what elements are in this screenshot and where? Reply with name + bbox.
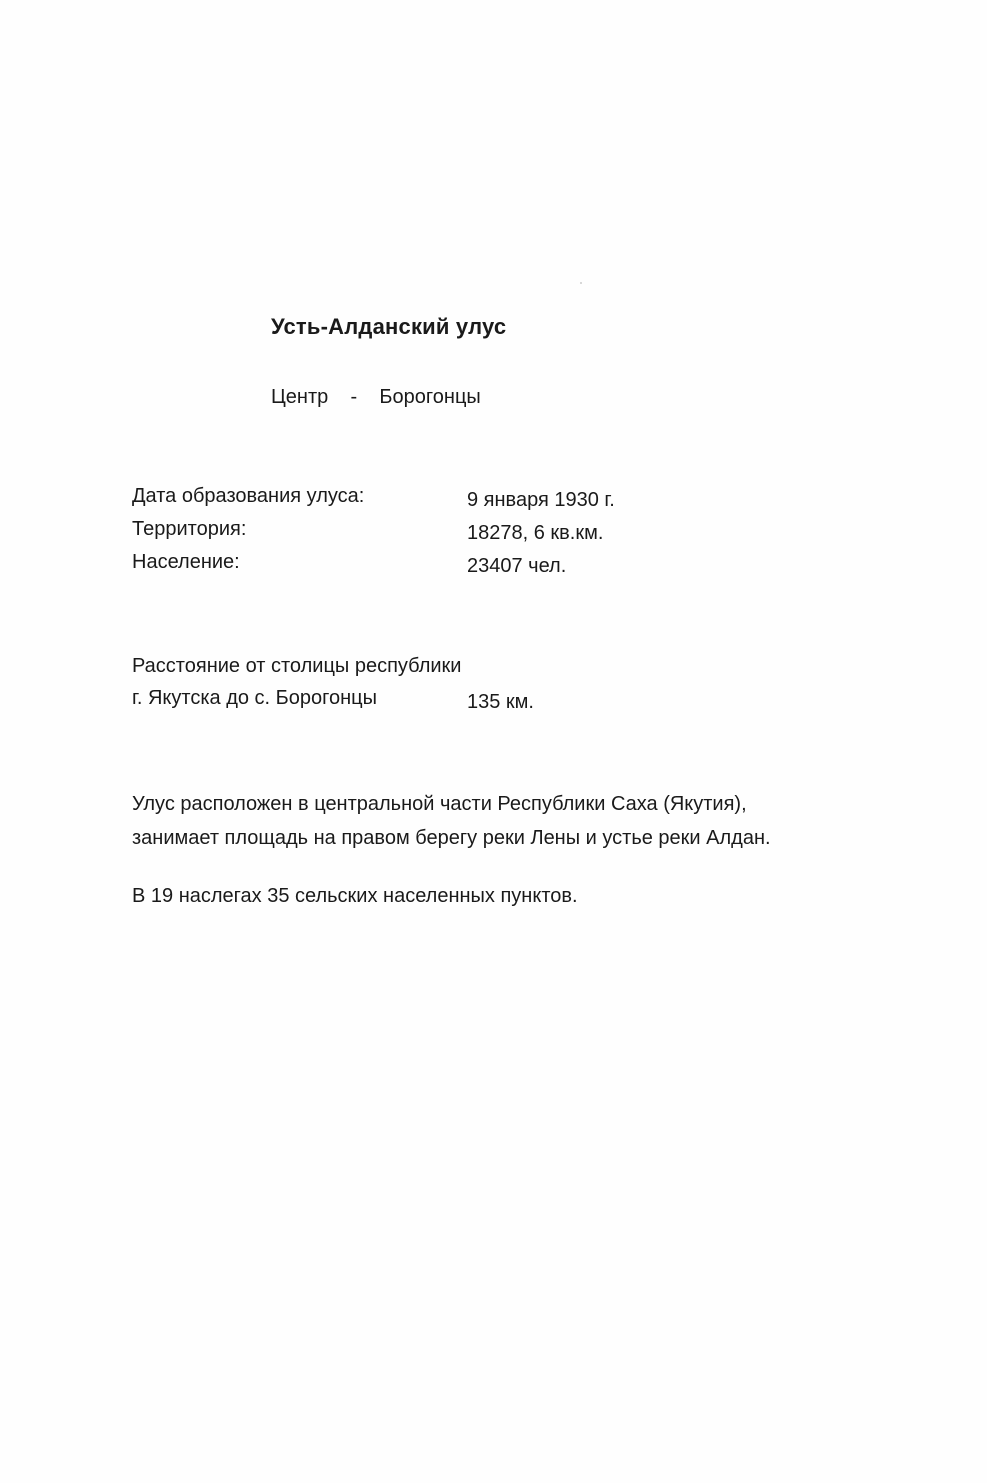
center-label: Центр bbox=[271, 386, 329, 408]
document-title: Усть-Алданский улус bbox=[271, 314, 507, 339]
fact-value: 18278, 6 кв.км. bbox=[467, 522, 604, 544]
fact-label: Население: bbox=[132, 551, 240, 573]
fact-value: 23407 чел. bbox=[467, 555, 567, 577]
center-line bbox=[271, 386, 481, 409]
distance-value: 135 км. bbox=[467, 691, 534, 713]
center-separator: - bbox=[350, 386, 358, 408]
description-line2: занимает площадь на правом берегу реки Лены и устье реки Алдан. bbox=[132, 827, 771, 849]
distance-line2 bbox=[132, 687, 534, 719]
description-line1: Улус расположен в центральной части Республики Саха (Якутия), bbox=[132, 793, 747, 815]
fact-label: Территория: bbox=[132, 518, 247, 540]
distance-label: г. Якутска до с. Борогонцы bbox=[132, 687, 377, 709]
settlements-paragraph: В 19 наслегах 35 сельских населенных пунктов. bbox=[132, 885, 578, 907]
distance-line1: Расстояние от столицы республики bbox=[132, 655, 462, 677]
scan-speck bbox=[580, 282, 582, 284]
fact-label: Дата образования улуса: bbox=[132, 485, 365, 507]
description-paragraph bbox=[132, 787, 892, 855]
fact-value: 9 января 1930 г. bbox=[467, 489, 615, 511]
center-value: Борогонцы bbox=[379, 386, 481, 408]
distance-block bbox=[132, 655, 534, 719]
